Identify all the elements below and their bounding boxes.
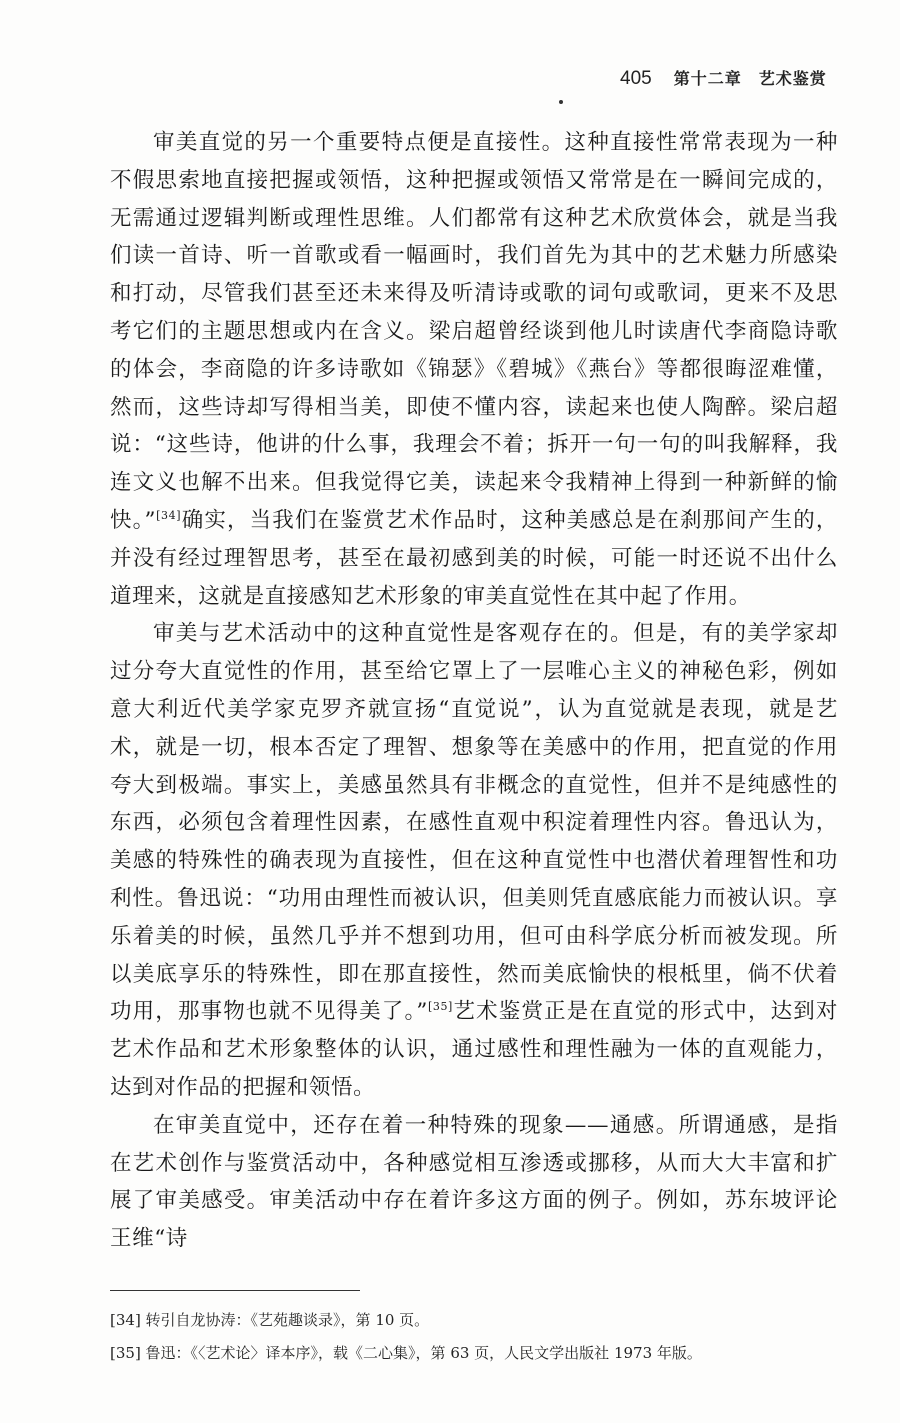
footnote-34: [34] 转引自龙协涛：《艺苑趣谈录》，第 10 页。 bbox=[110, 1311, 430, 1329]
page-number: 405 bbox=[620, 68, 652, 89]
footnote-ref-34: [34] bbox=[156, 508, 182, 522]
paragraph-text: 审美与艺术活动中的这种直觉性是客观存在的。但是，有的美学家却过分夸大直觉性的作用，甚至给它罩上了一层唯心主义的神秘色彩，例如意大利近代美学家克罗齐就宣扬“直觉说”，认为直觉就是表现，就是艺术，就是一切，根本否定了理智、想象等在美感中的作用，把直觉的作用夸大到极端。事实上，美感虽然具有非概念的直觉性，但并不是纯感性的东西，必须包含着理性因素，在感性直观中积淀着理性内容。鲁迅认为，美感的特殊性的确表现为直接性，但在这种直觉性中也潜伏着理智性和功利性。鲁迅说：“功用由理性而被认识，但美则凭直感底能力而被认识。享乐着美的时候，虽然几乎并不想到功用，但可由科学底分析而被发现。所以美底享乐的特殊性，即在那直接性，然而美底愉快的根柢里，倘不伏着功用，那事物也就不见得美了。” bbox=[110, 621, 838, 1025]
running-header bbox=[620, 66, 827, 90]
chapter-title: 第十二章 艺术鉴赏 bbox=[673, 69, 827, 88]
footnote-ref-35: [35] bbox=[427, 1000, 453, 1014]
paragraph-text: 审美直觉的另一个重要特点便是直接性。这种直接性常常表现为一种不假思索地直接把握或领悟，这种把握或领悟又常常是在一瞬间完成的，无需通过逻辑判断或理性思维。人们都常有这种艺术欣赏体会，就是当我们读一首诗、听一首歌或看一幅画时，我们首先为其中的艺术魅力所感染和打动，尽管我们甚至还未来得及听清诗或歌的词句或歌词，更来不及思考它们的主题思想或内在含义。梁启超曾经谈到他儿时读唐代李商隐诗歌的体会，李商隐的许多诗歌如《锦瑟》《碧城》《燕台》等都很晦涩难懂，然而，这些诗却写得相当美，即使不懂内容，读起来也使人陶醉。梁启超说：“这些诗，他讲的什么事，我理会不着；拆开一句一句的叫我解释，我连文义也解不出来。但我觉得它美，读起来令我精神上得到一种新鲜的愉快。” bbox=[110, 130, 838, 533]
body-text bbox=[110, 124, 838, 1258]
paragraph-text: 确实，当我们在鉴赏艺术作品时，这种美感总是在刹那间产生的，并没有经过理智思考，甚至在最初感到美的时候，可能一时还说不出什么道理来，这就是直接感知艺术形象的审美直觉性在其中起了作用。 bbox=[110, 507, 839, 609]
paragraph-2 bbox=[110, 615, 838, 1106]
paragraph-text: 艺术鉴赏正是在直觉的形式中，达到对艺术作品和艺术形象整体的认识，通过感性和理性融为一体的直观能力，达到对作品的把握和领悟。 bbox=[110, 999, 838, 1100]
footnote-separator bbox=[110, 1290, 360, 1291]
paragraph-text: 在审美直觉中，还存在着一种特殊的现象——通感。所谓通感，是指在艺术创作与鉴赏活动中，各种感觉相互渗透或挪移，从而大大丰富和扩展了审美感受。审美活动中存在着许多这方面的例子。例如，苏东坡评论王维“诗 bbox=[110, 1112, 838, 1252]
paragraph-1 bbox=[110, 124, 838, 615]
paragraph-3 bbox=[110, 1107, 838, 1258]
footnote-35: [35] 鲁迅：《〈艺术论〉译本序》，载《二心集》，第 63 页，人民文学出版社 1973 年版。 bbox=[110, 1344, 702, 1362]
ornament-dot bbox=[559, 100, 563, 104]
footnotes bbox=[110, 1304, 840, 1370]
